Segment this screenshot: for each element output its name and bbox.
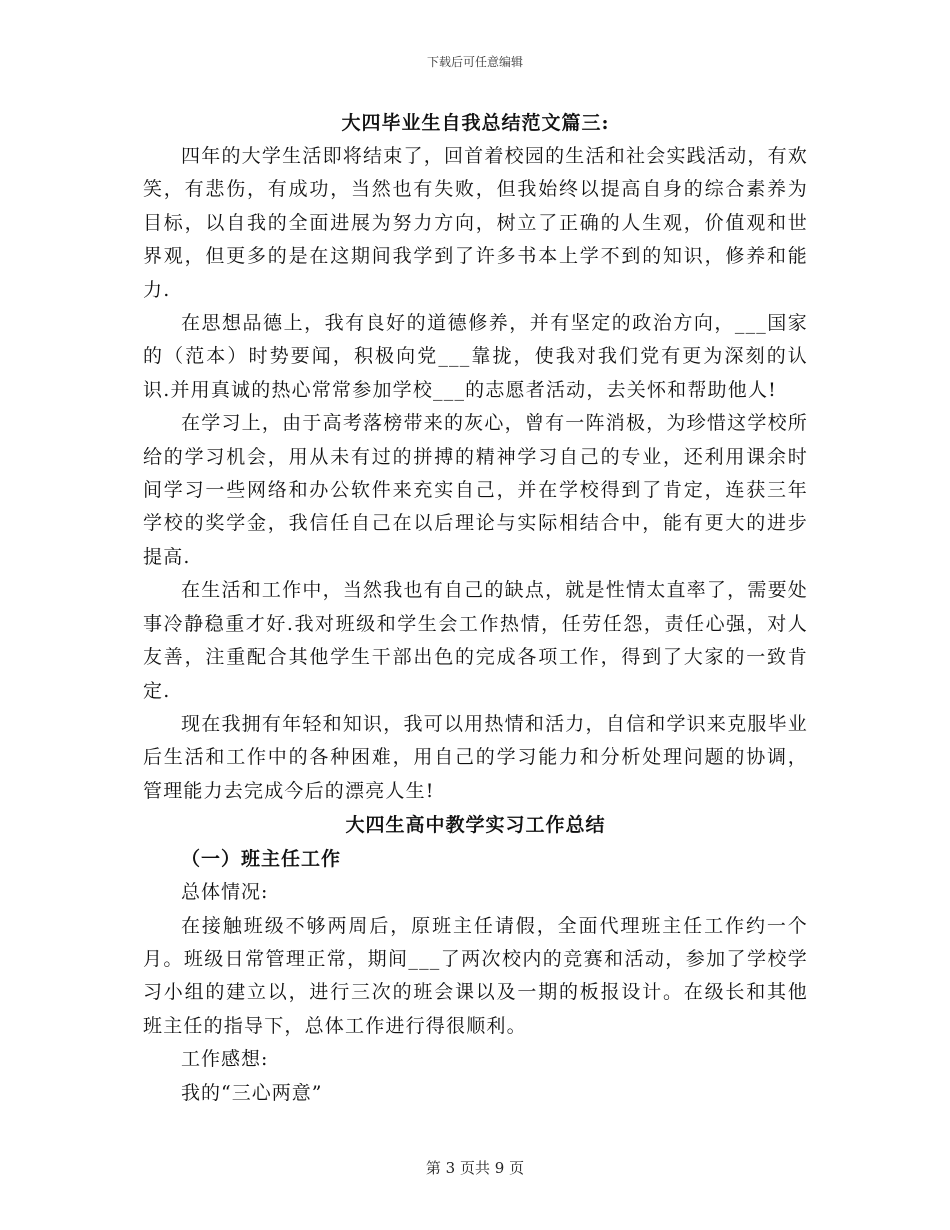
subheading: （一）班主任工作	[181, 848, 342, 871]
feelings-label: 工作感想:	[181, 1048, 269, 1071]
page-number: 第 3 页共 9 页	[425, 1159, 525, 1177]
section-title: 大四毕业生自我总结范文篇三:	[341, 112, 610, 134]
paragraph: 现在我拥有年轻和知识，我可以用热情和活力，自信和学识来克服毕业后生活和工作中的各种困难，用自己的学习能力和分析处理问题的协调，管理能力去完成今后的漂亮人生!	[143, 712, 808, 802]
paragraph: 在思想品德上，我有良好的道德修养，并有坚定的政治方向，___国家的（范本）时势要闻，积极向党___靠拢，使我对我们党有更为深刻的认识.并用真诚的热心常常参加学校___的志愿者活动，去关怀和帮助他人!	[143, 312, 808, 401]
document-body	[143, 106, 808, 1110]
header-note: 下载后可任意编辑	[426, 55, 523, 69]
paragraph: 在接触班级不够两周后，原班主任请假，全面代理班主任工作约一个月。班级日常管理正常，期间___了两次校内的竞赛和活动，参加了学校学习小组的建立以，进行三次的班会课以及一期的板报设计。在级长和其他班主任的指导下，总体工作进行得很顺利。	[143, 914, 808, 1037]
paragraph: 四年的大学生活即将结束了，回首着校园的生活和社会实践活动，有欢笑，有悲伤，有成功，当然也有失败，但我始终以提高自身的综合素养为目标，以自我的全面进展为努力方向，树立了正确的人生观，价值观和世界观，但更多的是在这期间我学到了许多书本上学不到的知识，修养和能力.	[143, 145, 808, 301]
paragraph: 在学习上，由于高考落榜带来的灰心，曾有一阵消极，为珍惜这学校所给的学习机会，用从未有过的拼搏的精神学习自己的专业，还利用课余时间学习一些网络和办公软件来充实自己，并在学校得到了肯定，连获三年学校的奖学金，我信任自己在以后理论与实际相结合中，能有更大的进步提高.	[143, 412, 808, 568]
feelings-line: 我的“三心两意”	[181, 1081, 323, 1104]
paragraph: 在生活和工作中，当然我也有自己的缺点，就是性情太直率了，需要处事冷静稳重才好.我对班级和学生会工作热情，任劳任怨，责任心强，对人友善，注重配合其他学生干部出色的完成各项工作，得到了大家的一致肯定.	[143, 579, 808, 702]
section-title: 大四生高中教学实习工作总结	[345, 814, 606, 837]
overview-label: 总体情况:	[181, 881, 269, 904]
